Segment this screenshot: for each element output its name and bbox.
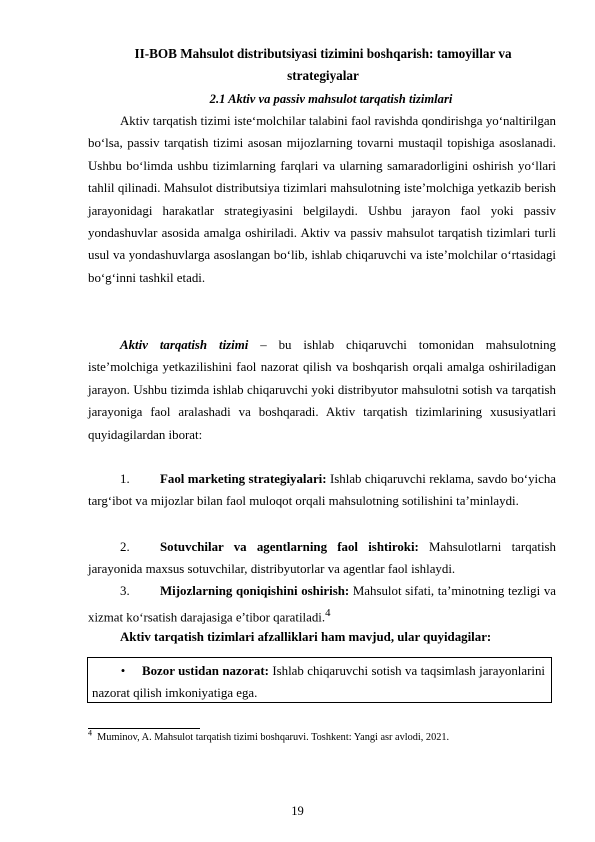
active-term: Aktiv tarqatish tizimi [120,338,249,352]
item-text: Mahsulot sifati, ta’minotning tezligi va xizmat ko‘rsatish darajasiga e’tibor qaratiladi. [88,584,556,625]
item-number: 3. [120,584,130,598]
item-number: 2. [120,540,130,554]
footnote-text: Muminov, A. Mahsulot tarqatish tizimi boshqaruvi. Toshkent: Yangi asr avlodi, 2021. [97,732,450,743]
intro-paragraph: Aktiv tarqatish tizimi iste‘molchilar talabini faol ravishda qondirishga yo‘naltirilgan bo‘lsa, passiv tarqatish tizimi asosan mijozlarning tovarni mustaqil topishiga asoslanadi. Ushbu bo‘limda ushbu tizimlarning farqlari va ularning samaradorligini oshirish yo‘llari tahlil qilinadi. Mahsulot distributsiya tizimlari mahsulotning iste’molchiga yetkazib berish jarayonidagi harakatlar strategiyasini belgilaydi. Ushbu jarayon faol yoki passiv yondashuvlar asosida amalga oshiriladi. Aktiv va passiv mahsulot tarqatish tizimlari turli usul va yondashuvlarga asoslangan bo‘lib, ishlab chiqaruvchi va iste’molchilar o‘rtasidagi bo‘g‘inni tashkil etadi. [88,114,556,285]
bullet-icon: • [120,664,126,678]
footnote [88,728,450,743]
section-subheading: 2.1 Aktiv va passiv mahsulot tarqatish tizimlari [209,92,453,106]
bullet-title: Bozor ustidan nazorat: [142,664,269,678]
numbered-item-1 [88,468,556,513]
advantages-heading: Aktiv tarqatish tizimlari afzalliklari ham mavjud, ular quyidagilar: [120,630,492,644]
footnote-reference[interactable]: 4 [325,607,331,620]
numbered-item-2 [88,536,556,581]
active-definition-text: – bu ishlab chiqaruvchi tomonidan mahsulotning iste’molchiga yetkazilishini faol nazorat qilish va boshqarish orqali amalga oshiriladigan jarayon. Ushbu tizimda ishlab chiqaruvchi yoki distribyutor mahsulotni sotish va tarqatish jarayoniga faol aralashadi va boshqaradi. Aktiv tarqatish tizimlarining xususiyatlari quyidagilardan iborat: [88,338,556,442]
item-text: Mahsulotlarni tarqatish jarayonida maxsus sotuvchilar, distribyutorlar va agentlar faol ishlaydi. [88,540,556,577]
item-title: Faol marketing strategiyalari: [160,472,327,486]
footnote-mark: 4 [88,728,92,738]
item-text: Ishlab chiqaruvchi reklama, savdo bo‘yicha targ‘ibot va mijozlar bilan faol muloqot orqali mahsulotning sotilishini ta’minlaydi. [88,472,556,509]
item-title: Sotuvchilar va agentlarning faol ishtiroki: [160,540,419,554]
page-number: 19 [291,804,304,818]
item-title: Mijozlarning qoniqishini oshirish: [160,584,350,598]
numbered-item-3 [88,580,556,629]
item-number: 1. [120,472,130,486]
bullet-text: Ishlab chiqaruvchi sotish va taqsimlash jarayonlarini nazorat qilish imkoniyatiga ega. [92,664,545,701]
chapter-heading-line1: II-BOB Mahsulot distributsiyasi tizimini boshqarish: tamoyillar va [134,46,512,61]
active-system-definition [88,334,556,446]
bullet-list-box [87,657,552,703]
chapter-heading-line2: strategiyalar [287,68,359,83]
footnote-divider [88,728,200,729]
